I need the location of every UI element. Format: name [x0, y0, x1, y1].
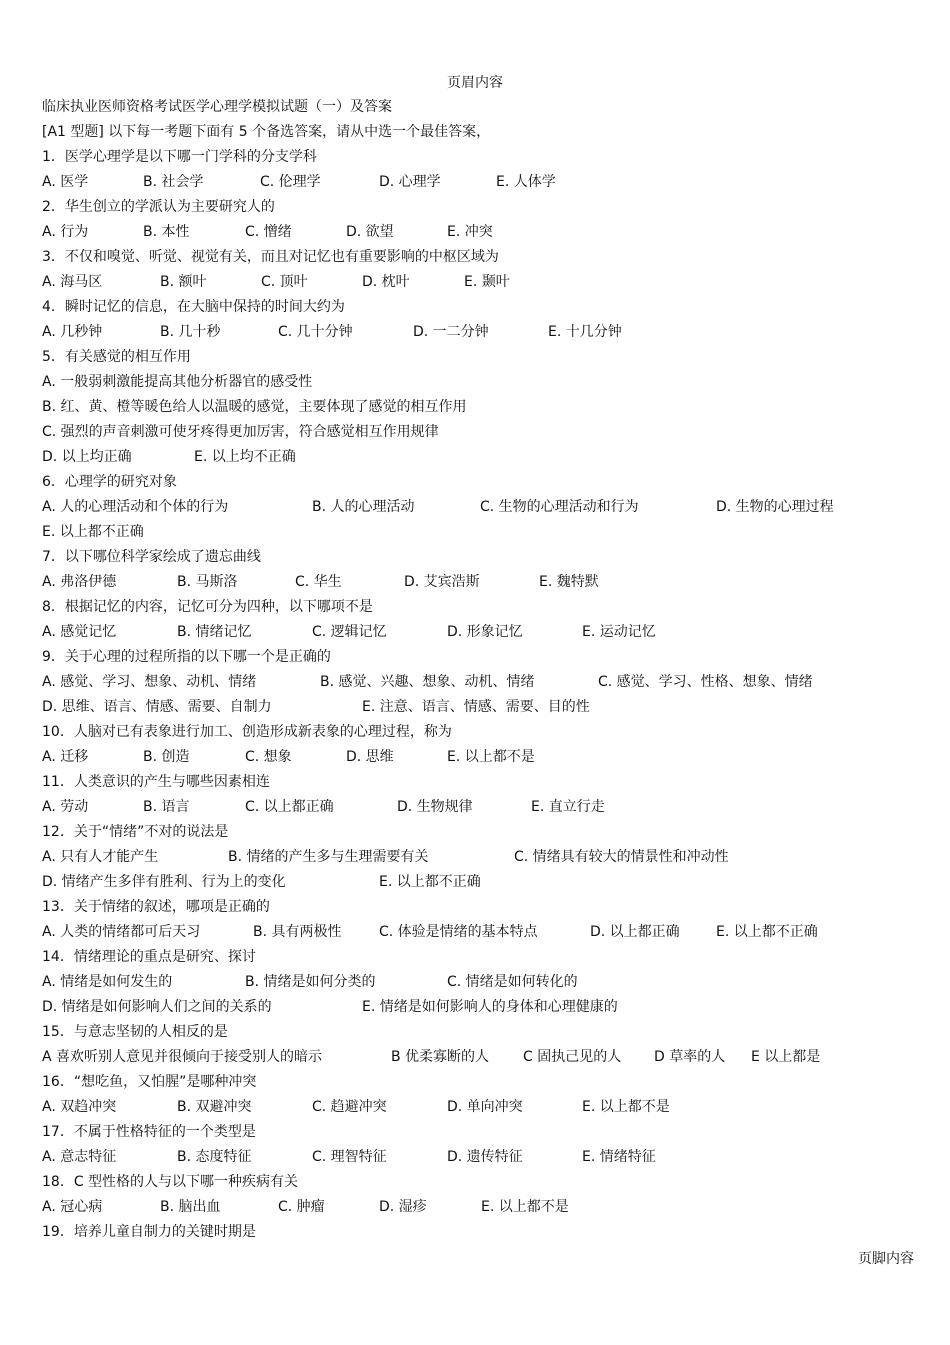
answer-option: B. 马斯洛	[177, 574, 238, 590]
answer-option: D. 枕叶	[362, 274, 410, 290]
answer-option: C. 理智特征	[312, 1149, 387, 1165]
answer-option: E. 以上都不是	[447, 749, 535, 765]
options-line	[42, 995, 922, 1020]
question-line: 15．与意志坚韧的人相反的是	[42, 1024, 228, 1040]
options-line	[42, 270, 922, 295]
options-line	[42, 445, 922, 470]
question-line: 14．情绪理论的重点是研究、探讨	[42, 949, 256, 965]
answer-option: C. 体验是情绪的基本特点	[379, 924, 538, 940]
page-header: 页眉内容	[447, 75, 503, 91]
answer-option: E. 以上都不正确	[716, 924, 818, 940]
question-line: 5．有关感觉的相互作用	[42, 349, 191, 365]
answer-option: C. 憎绪	[245, 224, 292, 240]
answer-option: B. 情绪的产生多与生理需要有关	[228, 849, 429, 865]
options-line	[42, 170, 922, 195]
question-line: C. 强烈的声音刺激可使牙疼得更加厉害，符合感觉相互作用规律	[42, 424, 439, 440]
options-line	[42, 920, 922, 945]
answer-option: E. 注意、语言、情感、需要、目的性	[362, 699, 590, 715]
answer-option: D. 以上均正确	[42, 449, 132, 465]
answer-option: D. 情绪产生多伴有胜利、行为上的变化	[42, 874, 286, 890]
question-line: 10．人脑对已有表象进行加工、创造形成新表象的心理过程，称为	[42, 724, 452, 740]
answer-option: A. 只有人才能产生	[42, 849, 159, 865]
answer-option: A. 海马区	[42, 274, 103, 290]
question-line: E. 以上都不正确	[42, 524, 144, 540]
answer-option: A. 意志特征	[42, 1149, 117, 1165]
answer-option: B. 感觉、兴趣、想象、动机、情绪	[320, 674, 535, 690]
options-line	[42, 570, 922, 595]
answer-option: C. 逻辑记忆	[312, 624, 387, 640]
answer-option: B. 语言	[143, 799, 190, 815]
answer-option: E. 十几分钟	[548, 324, 622, 340]
options-line	[42, 1045, 922, 1070]
answer-option: E. 以上都不是	[481, 1199, 569, 1215]
answer-option: D. 遗传特征	[447, 1149, 523, 1165]
instruction: [A1 型题] 以下每一考题下面有 5 个备选答案，请从中选一个最佳答案，	[42, 124, 491, 140]
options-line	[42, 320, 922, 345]
answer-option: E. 运动记忆	[582, 624, 656, 640]
answer-option: C. 趋避冲突	[312, 1099, 387, 1115]
options-line	[42, 620, 922, 645]
answer-option: C. 感觉、学习、性格、想象、情绪	[598, 674, 813, 690]
answer-option: A. 行为	[42, 224, 89, 240]
answer-option: D. 欲望	[346, 224, 394, 240]
question-line: 16．“想吃鱼，又怕腥”是哪种冲突	[42, 1074, 257, 1090]
options-line	[42, 1195, 922, 1220]
page-footer: 页脚内容	[858, 1251, 914, 1267]
answer-option: C. 以上都正确	[245, 799, 334, 815]
answer-option: A. 弗洛伊德	[42, 574, 117, 590]
answer-option: A. 情绪是如何发生的	[42, 974, 173, 990]
answer-option: D. 生物规律	[397, 799, 473, 815]
answer-option: B. 具有两极性	[253, 924, 342, 940]
question-line: 11．人类意识的产生与哪些因素相连	[42, 774, 270, 790]
answer-option: E. 以上都不是	[582, 1099, 670, 1115]
answer-option: A. 感觉记忆	[42, 624, 117, 640]
options-line	[42, 795, 922, 820]
question-line: 18．C 型性格的人与以下哪一种疾病有关	[42, 1174, 299, 1190]
answer-option: D. 单向冲突	[447, 1099, 523, 1115]
question-line: 4．瞬时记忆的信息，在大脑中保持的时间大约为	[42, 299, 345, 315]
answer-option: B. 本性	[143, 224, 190, 240]
options-line	[42, 870, 922, 895]
question-line: 2．华生创立的学派认为主要研究人的	[42, 199, 275, 215]
answer-option: E. 冲突	[447, 224, 493, 240]
answer-option: D. 以上都正确	[590, 924, 680, 940]
answer-option: C. 想象	[245, 749, 292, 765]
answer-option: B. 创造	[143, 749, 190, 765]
answer-option: D. 思维	[346, 749, 394, 765]
answer-option: A. 感觉、学习、想象、动机、情绪	[42, 674, 257, 690]
options-line	[42, 495, 922, 520]
answer-option: C. 情绪是如何转化的	[447, 974, 578, 990]
answer-option: B. 情绪记忆	[177, 624, 252, 640]
answer-option: A. 双趋冲突	[42, 1099, 117, 1115]
question-line: 13．关于情绪的叙述，哪项是正确的	[42, 899, 270, 915]
answer-option: A. 迁移	[42, 749, 89, 765]
answer-option: D 草率的人	[654, 1049, 726, 1065]
answer-option: D. 艾宾浩斯	[404, 574, 480, 590]
answer-option: B 优柔寡断的人	[391, 1049, 490, 1065]
options-line	[42, 970, 922, 995]
answer-option: E. 人体学	[496, 174, 556, 190]
options-line	[42, 220, 922, 245]
answer-option: E. 情绪是如何影响人的身体和心理健康的	[362, 999, 618, 1015]
answer-option: A. 冠心病	[42, 1199, 103, 1215]
answer-option: D. 心理学	[379, 174, 441, 190]
answer-option: E. 魏特默	[539, 574, 599, 590]
answer-option: D. 生物的心理过程	[716, 499, 834, 515]
answer-option: A. 人的心理活动和个体的行为	[42, 499, 229, 515]
answer-option: B. 额叶	[160, 274, 207, 290]
question-line: 7．以下哪位科学家绘成了遗忘曲线	[42, 549, 261, 565]
question-line: 8．根据记忆的内容，记忆可分为四种，以下哪项不是	[42, 599, 373, 615]
answer-option: B. 脑出血	[160, 1199, 221, 1215]
options-line	[42, 670, 922, 695]
options-line	[42, 1145, 922, 1170]
answer-option: C. 肿瘤	[278, 1199, 325, 1215]
options-line	[42, 695, 922, 720]
question-line: 17．不属于性格特征的一个类型是	[42, 1124, 256, 1140]
answer-option: E. 情绪特征	[582, 1149, 656, 1165]
answer-option: C 固执己见的人	[523, 1049, 622, 1065]
answer-option: A. 医学	[42, 174, 89, 190]
answer-option: C. 华生	[295, 574, 342, 590]
answer-option: E. 以上都不正确	[379, 874, 481, 890]
question-line: A. 一般弱刺激能提高其他分析器官的感受性	[42, 374, 313, 390]
answer-option: C. 生物的心理活动和行为	[480, 499, 639, 515]
question-line: 9．关于心理的过程所指的以下哪一个是正确的	[42, 649, 331, 665]
options-line	[42, 745, 922, 770]
answer-option: B. 人的心理活动	[312, 499, 415, 515]
question-line: 1．医学心理学是以下哪一门学科的分支学科	[42, 149, 317, 165]
answer-option: E. 直立行走	[531, 799, 605, 815]
answer-option: B. 双避冲突	[177, 1099, 252, 1115]
answer-option: E. 以上均不正确	[194, 449, 296, 465]
answer-option: C. 伦理学	[260, 174, 321, 190]
answer-option: A. 几秒钟	[42, 324, 103, 340]
answer-option: B. 态度特征	[177, 1149, 252, 1165]
answer-option: D. 形象记忆	[447, 624, 523, 640]
answer-option: B. 社会学	[143, 174, 204, 190]
options-line	[42, 1095, 922, 1120]
options-line	[42, 845, 922, 870]
answer-option: D. 思维、语言、情感、需要、自制力	[42, 699, 272, 715]
answer-option: B. 情绪是如何分类的	[245, 974, 376, 990]
answer-option: A. 劳动	[42, 799, 89, 815]
answer-option: E 以上都是	[751, 1049, 821, 1065]
exam-content	[42, 95, 922, 1245]
answer-option: E. 颞叶	[464, 274, 510, 290]
answer-option: C. 几十分钟	[278, 324, 353, 340]
question-line: 6．心理学的研究对象	[42, 474, 177, 490]
answer-option: A. 人类的情绪都可后天习	[42, 924, 201, 940]
answer-option: A 喜欢听别人意见并很倾向于接受别人的暗示	[42, 1049, 323, 1065]
question-line: 19．培养儿童自制力的关键时期是	[42, 1224, 256, 1240]
question-line: 12．关于“情绪”不对的说法是	[42, 824, 229, 840]
answer-option: D. 湿疹	[379, 1199, 427, 1215]
question-line: 3．不仅和嗅觉、听觉、视觉有关，而且对记忆也有重要影响的中枢区域为	[42, 249, 499, 265]
question-line: B. 红、黄、橙等暖色给人以温暖的感觉，主要体现了感觉的相互作用	[42, 399, 467, 415]
exam-title: 临床执业医师资格考试医学心理学模拟试题（一）及答案	[42, 99, 392, 115]
answer-option: B. 几十秒	[160, 324, 221, 340]
answer-option: D. 一二分钟	[413, 324, 489, 340]
answer-option: C. 顶叶	[261, 274, 308, 290]
answer-option: D. 情绪是如何影响人们之间的关系的	[42, 999, 272, 1015]
answer-option: C. 情绪具有较大的情景性和冲动性	[514, 849, 729, 865]
